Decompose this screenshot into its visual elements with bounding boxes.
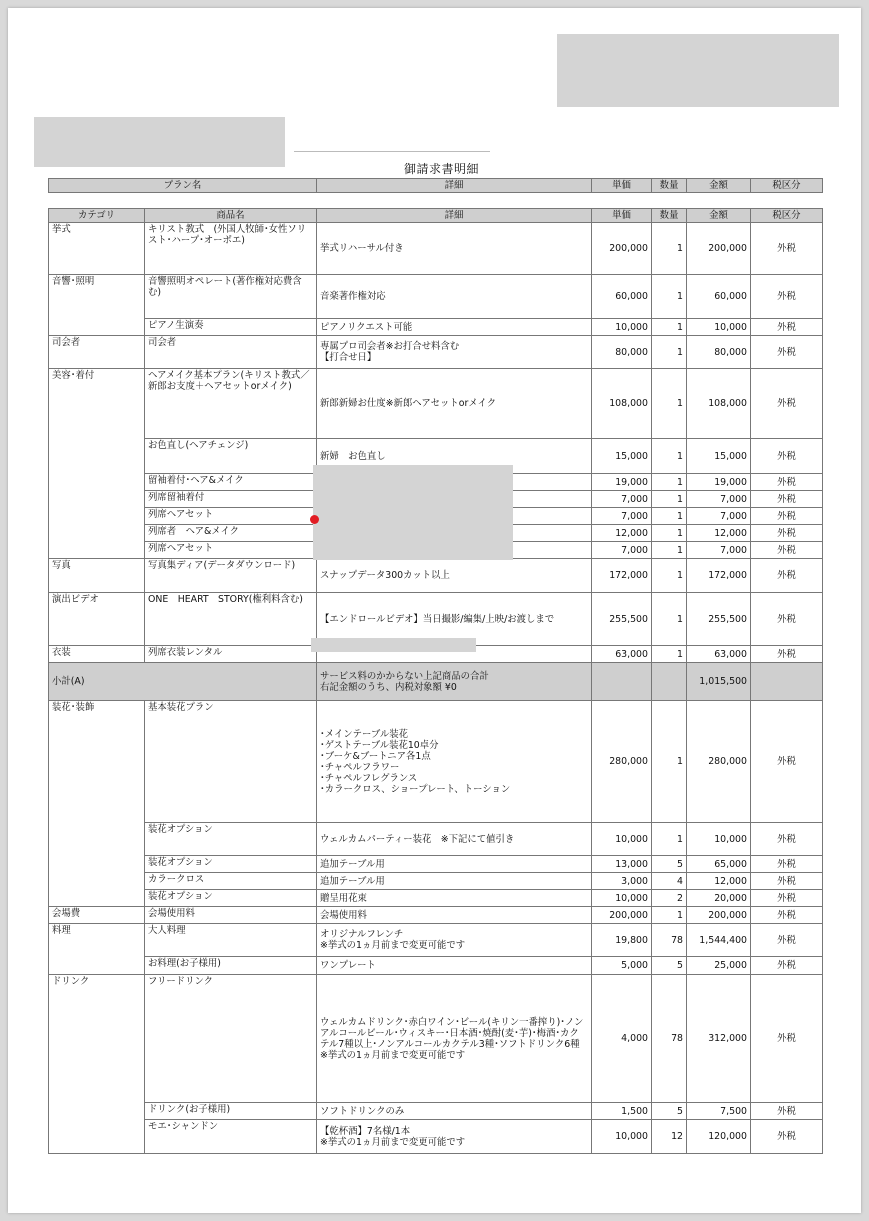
cell-qty: 1 — [652, 439, 687, 474]
cell-price: 172,000 — [592, 559, 652, 593]
cell-amount: 7,500 — [687, 1103, 751, 1120]
cell-tax: 外税 — [751, 491, 823, 508]
cell-amount: 120,000 — [687, 1120, 751, 1154]
cell-category — [49, 873, 145, 890]
cell-tax: 外税 — [751, 856, 823, 873]
cell-amount: 65,000 — [687, 856, 751, 873]
cell-amount: 10,000 — [687, 319, 751, 336]
page-title: 御請求書明細 — [404, 162, 480, 176]
table-row — [49, 823, 823, 856]
cell-qty: 5 — [652, 1103, 687, 1120]
cell-price: 255,500 — [592, 593, 652, 646]
col-amount: 金額 — [687, 179, 751, 193]
cell-price: 80,000 — [592, 336, 652, 369]
cell-product: 大人料理 — [145, 924, 317, 957]
subtotal-detail: サービス料のかからない上記商品の合計 右記金額のうち、内税対象額 ¥0 — [317, 663, 592, 701]
cell-price: 7,000 — [592, 542, 652, 559]
cell-tax: 外税 — [751, 701, 823, 823]
cell-product: 基本装花プラン — [145, 701, 317, 823]
cell-price: 280,000 — [592, 701, 652, 823]
cell-category — [49, 823, 145, 856]
cell-price: 19,800 — [592, 924, 652, 957]
cell-product: 列席留袖着付 — [145, 491, 317, 508]
cell-amount: 1,544,400 — [687, 924, 751, 957]
cell-price: 1,500 — [592, 1103, 652, 1120]
cell-price: 63,000 — [592, 646, 652, 663]
redacted-recipient-block — [557, 34, 839, 107]
cell-qty: 1 — [652, 491, 687, 508]
col-tax: 税区分 — [751, 179, 823, 193]
col-tax: 税区分 — [751, 209, 823, 223]
cell-detail: 音楽著作権対応 — [317, 275, 592, 319]
cell-tax: 外税 — [751, 369, 823, 439]
redacted-costume-detail — [311, 638, 476, 652]
cell-tax: 外税 — [751, 525, 823, 542]
cell-product: 列席ヘアセット — [145, 542, 317, 559]
cell-amount: 25,000 — [687, 957, 751, 975]
cell-price: 5,000 — [592, 957, 652, 975]
table-row — [49, 336, 823, 369]
cell-amount: 15,000 — [687, 439, 751, 474]
cell-price: 13,000 — [592, 856, 652, 873]
cell-tax: 外税 — [751, 508, 823, 525]
cell-qty: 1 — [652, 559, 687, 593]
cell-tax: 外税 — [751, 474, 823, 491]
cell-category — [49, 1103, 145, 1120]
plan-header-row — [49, 179, 823, 193]
cell-qty: 1 — [652, 701, 687, 823]
cell-category: 音響･照明 — [49, 275, 145, 319]
cell-detail: ピアノリクエスト可能 — [317, 319, 592, 336]
col-category: カテゴリ — [49, 209, 145, 223]
subtotal-label: 小計(A) — [49, 663, 317, 701]
cell-tax: 外税 — [751, 873, 823, 890]
cell-qty: 12 — [652, 1120, 687, 1154]
cell-product: ONE HEART STORY(権利料含む) — [145, 593, 317, 646]
cell-tax: 外税 — [751, 924, 823, 957]
cell-tax: 外税 — [751, 1120, 823, 1154]
col-unit-price: 単価 — [592, 179, 652, 193]
cell-tax: 外税 — [751, 823, 823, 856]
cell-qty: 1 — [652, 369, 687, 439]
items-header-row — [49, 209, 823, 223]
col-qty: 数量 — [652, 179, 687, 193]
subtotal-empty-tax — [751, 663, 823, 701]
cell-product: ドリンク(お子様用) — [145, 1103, 317, 1120]
col-product: 商品名 — [145, 209, 317, 223]
table-row — [49, 856, 823, 873]
cell-product: ヘアメイク基本プラン(キリスト教式／新郎お支度＋ヘアセットorメイク) — [145, 369, 317, 439]
cell-price: 10,000 — [592, 890, 652, 907]
title-underline — [294, 151, 490, 152]
cell-amount: 80,000 — [687, 336, 751, 369]
cell-tax: 外税 — [751, 336, 823, 369]
col-detail: 詳細 — [317, 209, 592, 223]
col-detail: 詳細 — [317, 179, 592, 193]
cell-price: 12,000 — [592, 525, 652, 542]
cell-amount: 60,000 — [687, 275, 751, 319]
cell-detail: ソフトドリンクのみ — [317, 1103, 592, 1120]
cell-tax: 外税 — [751, 439, 823, 474]
table-row — [49, 975, 823, 1103]
cell-qty: 1 — [652, 525, 687, 542]
cell-category: ドリンク — [49, 975, 145, 1103]
cell-category: 写真 — [49, 559, 145, 593]
cell-amount: 63,000 — [687, 646, 751, 663]
cell-tax: 外税 — [751, 907, 823, 924]
cell-product: 写真集ディア(データダウンロード) — [145, 559, 317, 593]
col-qty: 数量 — [652, 209, 687, 223]
table-row — [49, 319, 823, 336]
cell-category — [49, 856, 145, 873]
cell-qty: 1 — [652, 508, 687, 525]
cell-tax: 外税 — [751, 890, 823, 907]
cell-detail: 新郎新婦お仕度※新郎ヘアセットorメイク — [317, 369, 592, 439]
cell-price: 10,000 — [592, 319, 652, 336]
cell-tax: 外税 — [751, 593, 823, 646]
cell-category: 美容･着付 — [49, 369, 145, 439]
cell-amount: 108,000 — [687, 369, 751, 439]
cell-price: 10,000 — [592, 1120, 652, 1154]
cell-product: お料理(お子様用) — [145, 957, 317, 975]
cell-detail: スナップデータ300カット以上 — [317, 559, 592, 593]
table-row — [49, 275, 823, 319]
cell-product: 列席ヘアセット — [145, 508, 317, 525]
cell-product: 列席衣装レンタル — [145, 646, 317, 663]
cell-tax: 外税 — [751, 646, 823, 663]
cell-product: ピアノ生演奏 — [145, 319, 317, 336]
cell-product: 会場使用料 — [145, 907, 317, 924]
table-row — [49, 957, 823, 975]
table-row — [49, 223, 823, 275]
table-row — [49, 1103, 823, 1120]
cell-price: 10,000 — [592, 823, 652, 856]
cell-product: 列席者 ヘア&メイク — [145, 525, 317, 542]
cell-qty: 78 — [652, 975, 687, 1103]
cell-detail: ワンプレート — [317, 957, 592, 975]
subtotal-row — [49, 663, 823, 701]
subtotal-empty-price — [592, 663, 652, 701]
cell-amount: 255,500 — [687, 593, 751, 646]
cell-qty: 1 — [652, 223, 687, 275]
cell-amount: 7,000 — [687, 542, 751, 559]
cell-category — [49, 491, 145, 508]
cell-amount: 10,000 — [687, 823, 751, 856]
redacted-detail-block — [313, 465, 513, 560]
cell-qty: 78 — [652, 924, 687, 957]
cell-category: 装花･装飾 — [49, 701, 145, 823]
cell-detail: 追加テーブル用 — [317, 873, 592, 890]
col-amount: 金額 — [687, 209, 751, 223]
cell-category — [49, 525, 145, 542]
cell-amount: 200,000 — [687, 223, 751, 275]
cell-category — [49, 439, 145, 474]
cell-amount: 20,000 — [687, 890, 751, 907]
cell-detail: 追加テーブル用 — [317, 856, 592, 873]
col-plan-name: プラン名 — [49, 179, 317, 193]
cell-category: 料理 — [49, 924, 145, 957]
cell-category — [49, 474, 145, 491]
cell-amount: 7,000 — [687, 508, 751, 525]
cell-amount: 172,000 — [687, 559, 751, 593]
table-row — [49, 559, 823, 593]
cell-product: カラークロス — [145, 873, 317, 890]
cell-product: 装花オプション — [145, 856, 317, 873]
cell-product: 装花オプション — [145, 890, 317, 907]
cell-product: 司会者 — [145, 336, 317, 369]
cell-detail: 【乾杯酒】7名様/1本 ※挙式の1ヵ月前まで変更可能です — [317, 1120, 592, 1154]
cell-price: 200,000 — [592, 223, 652, 275]
cell-category — [49, 957, 145, 975]
cell-category: 演出ビデオ — [49, 593, 145, 646]
red-ink-mark — [310, 515, 319, 524]
table-row — [49, 873, 823, 890]
cell-price: 7,000 — [592, 508, 652, 525]
cell-qty: 1 — [652, 907, 687, 924]
cell-price: 7,000 — [592, 491, 652, 508]
cell-detail: 贈呈用花束 — [317, 890, 592, 907]
cell-price: 60,000 — [592, 275, 652, 319]
cell-amount: 12,000 — [687, 873, 751, 890]
cell-amount: 19,000 — [687, 474, 751, 491]
cell-tax: 外税 — [751, 957, 823, 975]
cell-price: 3,000 — [592, 873, 652, 890]
table-row — [49, 701, 823, 823]
cell-tax: 外税 — [751, 542, 823, 559]
cell-product: フリードリンク — [145, 975, 317, 1103]
cell-price: 15,000 — [592, 439, 652, 474]
cell-qty: 1 — [652, 542, 687, 559]
table-row — [49, 369, 823, 439]
cell-category — [49, 542, 145, 559]
cell-qty: 5 — [652, 957, 687, 975]
cell-detail: 挙式リハーサル付き — [317, 223, 592, 275]
cell-detail: オリジナルフレンチ ※挙式の1ヵ月前まで変更可能です — [317, 924, 592, 957]
cell-amount: 7,000 — [687, 491, 751, 508]
cell-tax: 外税 — [751, 319, 823, 336]
cell-price: 200,000 — [592, 907, 652, 924]
cell-detail: 会場使用料 — [317, 907, 592, 924]
cell-tax: 外税 — [751, 1103, 823, 1120]
cell-qty: 5 — [652, 856, 687, 873]
cell-detail: 【エンドロールビデオ】当日撮影/編集/上映/お渡しまで — [317, 593, 592, 646]
cell-product: 音響照明オペレート(著作権対応費含む) — [145, 275, 317, 319]
cell-price: 4,000 — [592, 975, 652, 1103]
cell-qty: 1 — [652, 275, 687, 319]
cell-product: キリスト教式 (外国人牧師･女性ソリスト･ハープ･オーボエ) — [145, 223, 317, 275]
cell-qty: 1 — [652, 336, 687, 369]
cell-product: モエ･シャンドン — [145, 1120, 317, 1154]
cell-category: 会場費 — [49, 907, 145, 924]
cell-qty: 2 — [652, 890, 687, 907]
table-row — [49, 1120, 823, 1154]
cell-detail: ･メインテーブル装花 ･ゲストテーブル装花10卓分 ･ブーケ&ブートニア各1点 ･チャペルフラワー ･チャペルフレグランス ･カラークロス、ショープレート、トーション — [317, 701, 592, 823]
cell-detail: ウェルカムドリンク･赤白ワイン･ビール(キリン一番搾り)･ノンアルコールビール･ウィスキー･日本酒･焼酎(麦･芋)･梅酒･カクテル7種以上･ノンアルコールカクテル3種･ソフトドリンク6種 ※挙式の1ヵ月前まで変更可能です — [317, 975, 592, 1103]
cell-qty: 1 — [652, 646, 687, 663]
cell-category: 司会者 — [49, 336, 145, 369]
subtotal-amount: 1,015,500 — [687, 663, 751, 701]
table-row — [49, 907, 823, 924]
cell-category: 衣装 — [49, 646, 145, 663]
cell-amount: 280,000 — [687, 701, 751, 823]
cell-amount: 200,000 — [687, 907, 751, 924]
cell-detail: 新婦 お色直し — [317, 439, 592, 474]
redacted-customer-name — [34, 117, 285, 167]
cell-category — [49, 890, 145, 907]
cell-amount: 12,000 — [687, 525, 751, 542]
col-unit-price: 単価 — [592, 209, 652, 223]
cell-qty: 1 — [652, 593, 687, 646]
cell-price: 19,000 — [592, 474, 652, 491]
cell-tax: 外税 — [751, 559, 823, 593]
cell-qty: 1 — [652, 474, 687, 491]
cell-tax: 外税 — [751, 275, 823, 319]
cell-tax: 外税 — [751, 975, 823, 1103]
cell-product: 装花オプション — [145, 823, 317, 856]
cell-category — [49, 1120, 145, 1154]
cell-detail: 専属プロ司会者※お打合せ料含む 【打合せ日】 — [317, 336, 592, 369]
cell-price: 108,000 — [592, 369, 652, 439]
cell-qty: 1 — [652, 319, 687, 336]
cell-detail: ウェルカムパーティー装花 ※下記にて値引き — [317, 823, 592, 856]
invoice-page — [8, 8, 861, 1213]
cell-qty: 4 — [652, 873, 687, 890]
cell-category — [49, 508, 145, 525]
plan-header-table — [48, 178, 823, 193]
cell-product: 留袖着付･ヘア&メイク — [145, 474, 317, 491]
cell-category — [49, 319, 145, 336]
cell-product: お色直し(ヘアチェンジ) — [145, 439, 317, 474]
subtotal-empty-qty — [652, 663, 687, 701]
cell-tax: 外税 — [751, 223, 823, 275]
cell-amount: 312,000 — [687, 975, 751, 1103]
cell-qty: 1 — [652, 823, 687, 856]
table-row — [49, 890, 823, 907]
table-row — [49, 924, 823, 957]
line-items-table — [48, 208, 823, 1154]
cell-category: 挙式 — [49, 223, 145, 275]
